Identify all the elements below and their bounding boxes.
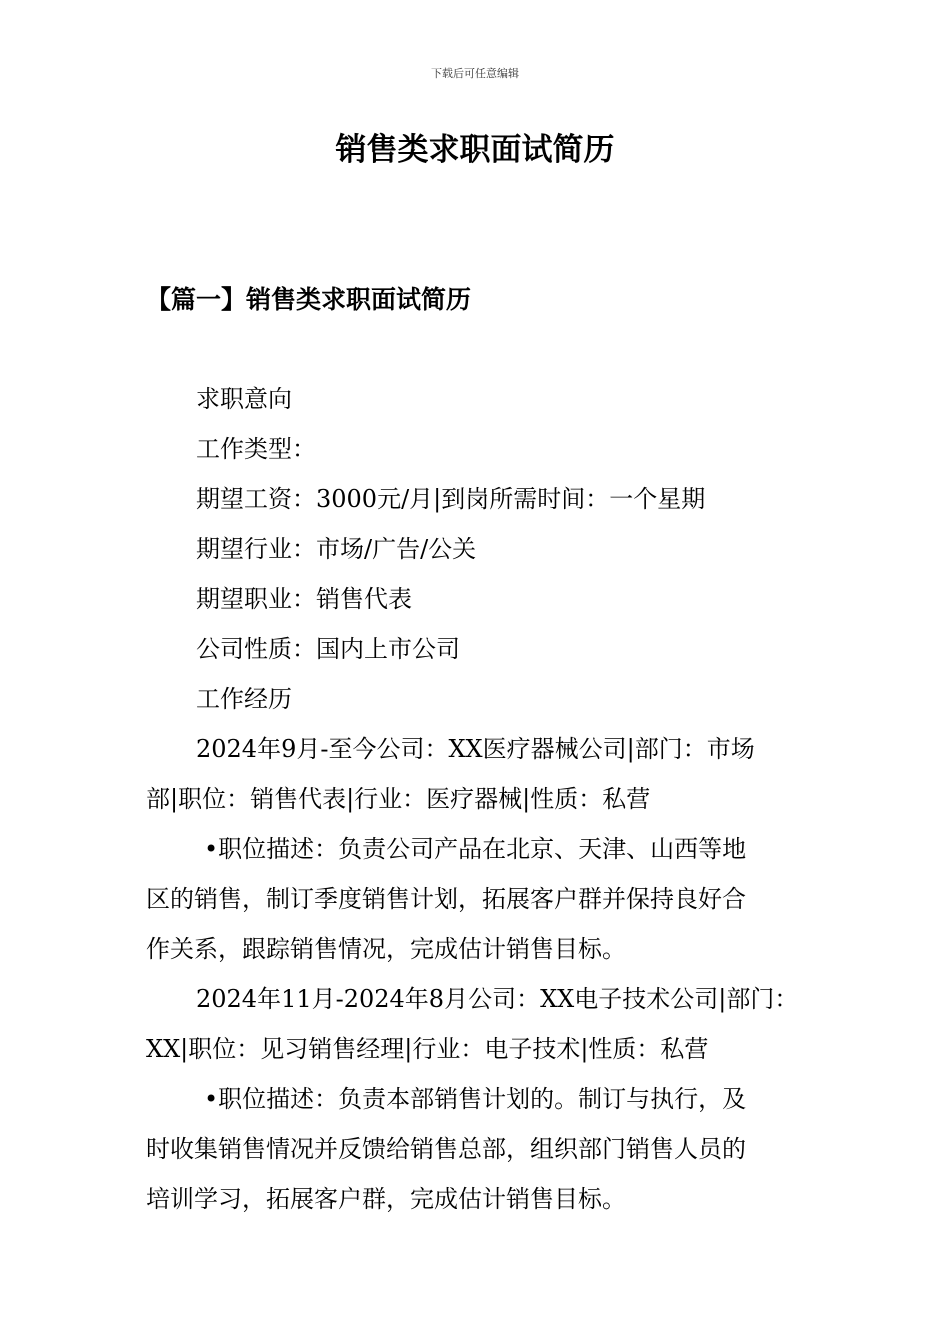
experience-1-header-cont: 部|职位：销售代表|行业：医疗器械|性质：私营 [146,785,651,813]
field-expected-industry: 期望行业：市场/广告/公关 [196,535,477,563]
experience-2-description: •职位描述：负责本部销售计划的。制订与执行，及 [204,1085,747,1113]
field-expected-salary: 期望工资：3000元/月|到岗所需时间：一个星期 [196,485,706,513]
resume-body [146,374,810,1224]
heading-job-intention: 求职意向 [196,385,292,413]
section-title: 【篇一】销售类求职面试简历 [146,285,472,314]
field-company-type: 公司性质：国内上市公司 [196,635,460,663]
experience-2-description-cont-1: 时收集销售情况并反馈给销售总部，组织部门销售人员的 [146,1135,746,1163]
experience-1-header: 2024年9月-至今公司：XX医疗器械公司|部门：市场 [196,735,755,763]
field-job-type: 工作类型： [196,435,316,463]
experience-1-description-cont-2: 作关系，跟踪销售情况，完成估计销售目标。 [146,935,626,963]
experience-2-description-cont-2: 培训学习，拓展客户群，完成估计销售目标。 [146,1185,626,1213]
experience-1-description: •职位描述：负责公司产品在北京、天津、山西等地 [204,835,747,863]
document-title: 销售类求职面试简历 [335,132,615,168]
experience-2-header: 2024年11月-2024年8月公司：XX电子技术公司|部门： [196,985,799,1013]
experience-2-header-cont: XX|职位：见习销售经理|行业：电子技术|性质：私营 [146,1035,709,1063]
header-note: 下载后可任意编辑 [431,67,519,80]
experience-1-description-cont-1: 区的销售，制订季度销售计划，拓展客户群并保持良好合 [146,885,746,913]
field-expected-occupation: 期望职业：销售代表 [196,585,412,613]
heading-work-experience: 工作经历 [196,685,292,713]
